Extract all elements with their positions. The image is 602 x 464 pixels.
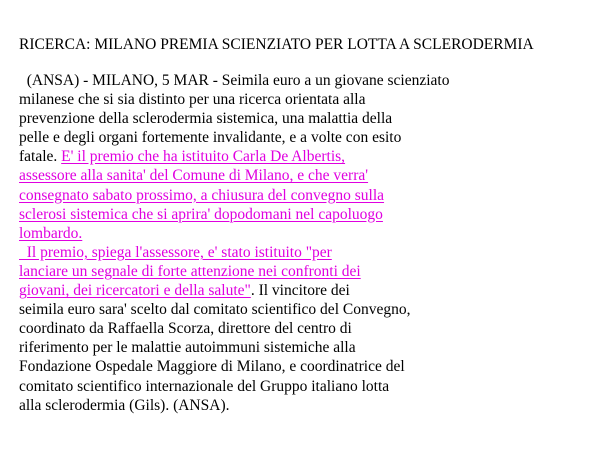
- highlighted-text-link[interactable]: sclerosi sistemica che si aprira' dopodomani nel capoluogo: [19, 205, 383, 223]
- body-line: [19, 186, 594, 205]
- body-line: [19, 262, 594, 281]
- body-line: [19, 224, 594, 243]
- highlighted-text-link[interactable]: lanciare un segnale di forte attenzione nei confronti dei: [19, 262, 361, 280]
- body-line: [19, 357, 594, 376]
- highlighted-text-link[interactable]: consegnato sabato prossimo, a chiusura del convegno sulla: [19, 186, 385, 204]
- body-line: [19, 396, 594, 415]
- body-text: comitato scientifico internazionale del Gruppo italiano lotta: [19, 377, 390, 395]
- highlighted-text-link[interactable]: giovani, dei ricercatori e della salute": [19, 282, 251, 300]
- body-text: alla sclerodermia (Gils). (ANSA).: [19, 396, 230, 414]
- body-text: riferimento per le malattie autoimmuni sistemiche alla: [19, 339, 356, 357]
- body-text: Fondazione Ospedale Maggiore di Milano, e coordinatrice del: [19, 358, 405, 376]
- highlighted-text-link[interactable]: lombardo.: [19, 224, 83, 242]
- highlighted-text-link[interactable]: assessore alla sanita' del Comune di Milano, e che verra': [19, 167, 369, 185]
- body-text: milanese che si sia distinto per una ricerca orientata alla: [19, 91, 366, 109]
- body-line: [19, 147, 594, 166]
- body-text: prevenzione della sclerodermia sistemica, una malattia della: [19, 110, 393, 128]
- body-line: [19, 243, 594, 262]
- body-line: [19, 205, 594, 224]
- body-line: [19, 90, 594, 109]
- article: [19, 35, 594, 415]
- body-line: [19, 109, 594, 128]
- body-line: [19, 377, 594, 396]
- body-text: . Il vincitore dei: [250, 282, 350, 300]
- body-line: [19, 300, 594, 319]
- highlighted-text-link[interactable]: E' il premio che ha istituito Carla De Albertis,: [61, 148, 346, 166]
- article-headline: RICERCA: MILANO PREMIA SCIENZIATO PER LOTTA A SCLERODERMIA: [19, 36, 534, 53]
- body-text: seimila euro sara' scelto dal comitato scientifico del Convegno,: [19, 301, 411, 319]
- body-line: [19, 338, 594, 357]
- body-line: [19, 71, 594, 90]
- body-line: [19, 166, 594, 185]
- body-line: [19, 128, 594, 147]
- body-text: fatale.: [19, 148, 62, 166]
- body-text: (ANSA) - MILANO, 5 MAR - Seimila euro a un giovane scienziato: [19, 72, 450, 89]
- body-text: pelle e degli organi fortemente invalidante, e a volte con esito: [19, 129, 402, 147]
- highlighted-text-link[interactable]: Il premio, spiega l'assessore, e' stato istituito "per: [19, 243, 332, 261]
- body-text: coordinato da Raffaella Scorza, direttore del centro di: [19, 320, 352, 338]
- body-line: [19, 281, 594, 300]
- article-body: [19, 71, 594, 415]
- body-line: [19, 319, 594, 338]
